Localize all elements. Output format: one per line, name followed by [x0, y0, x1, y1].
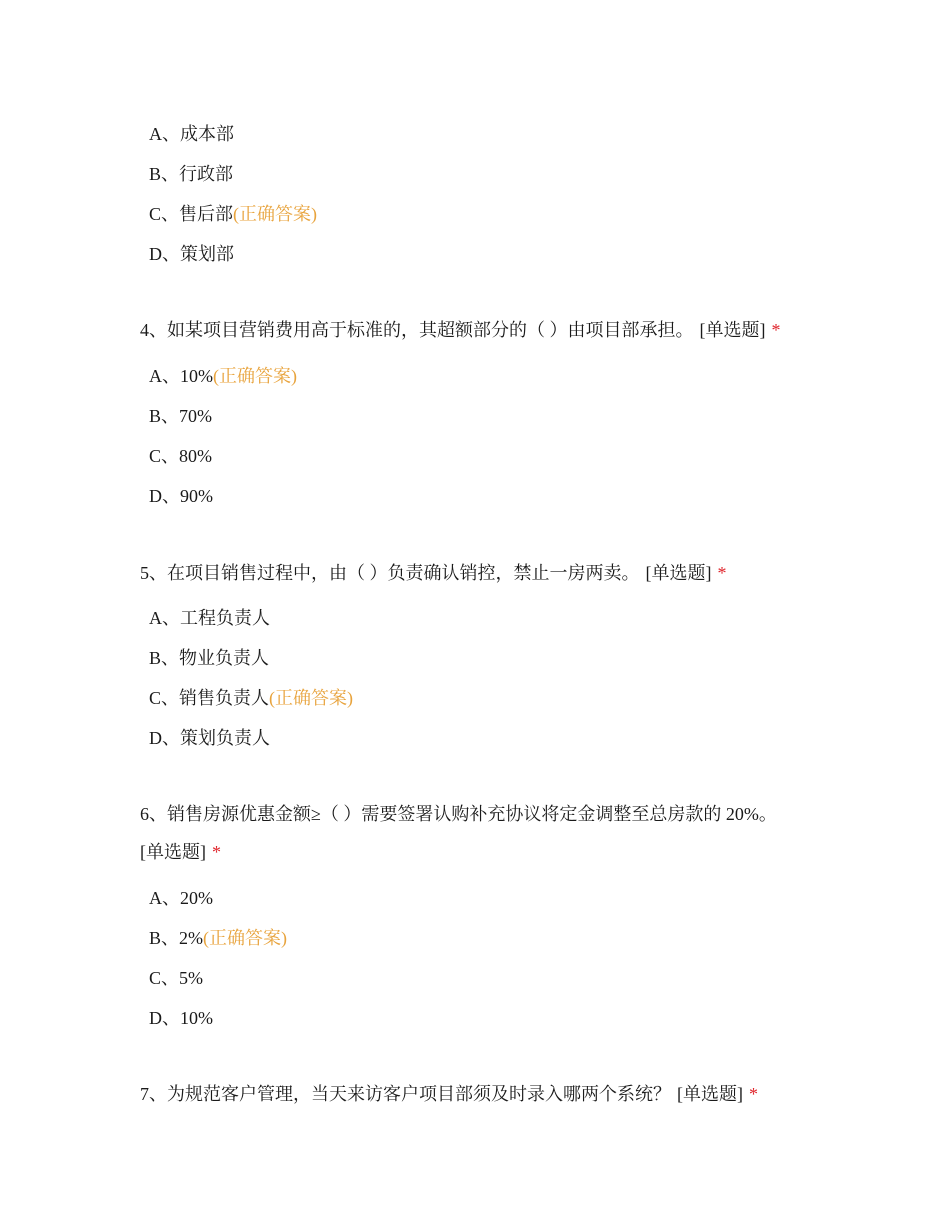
q4-title	[140, 318, 781, 342]
q5-option-b	[149, 646, 269, 670]
option-label: A、10%	[149, 366, 213, 386]
q6-option-a	[149, 886, 213, 910]
q6-title	[140, 802, 777, 826]
q6-option-c	[149, 966, 203, 990]
question-text: 7、为规范客户管理，当天来访客户项目部须及时录入哪两个系统？	[140, 1084, 671, 1104]
option-label: A、成本部	[149, 124, 234, 144]
question-type: [单选题]	[645, 563, 712, 583]
q4-option-d	[149, 484, 213, 508]
q5-option-c	[149, 686, 353, 710]
required-marker: *	[749, 1084, 758, 1104]
correct-answer-marker: (正确答案)	[203, 928, 287, 948]
q5-option-d	[149, 726, 270, 750]
question-text: 6、销售房源优惠金额≥（ ）需要签署认购补充协议将定金调整至总房款的 20%。	[140, 804, 777, 824]
required-marker: *	[771, 320, 781, 340]
option-label: A、工程负责人	[149, 608, 270, 628]
option-label: B、2%	[149, 928, 203, 948]
question-type: [单选题]	[677, 1084, 743, 1104]
q4-option-c	[149, 444, 212, 468]
option-label: D、90%	[149, 486, 213, 506]
question-type: [单选题]	[140, 842, 206, 862]
option-label: C、销售负责人	[149, 688, 270, 708]
option-label: B、行政部	[149, 164, 234, 184]
q3-option-c	[149, 202, 317, 226]
option-label: D、策划部	[149, 244, 234, 264]
required-marker: *	[717, 563, 727, 583]
correct-answer-marker: (正确答案)	[233, 204, 318, 224]
q6-option-b	[149, 926, 287, 950]
required-marker: *	[212, 842, 221, 862]
q5-option-a	[149, 606, 270, 630]
question-text: 4、如某项目营销费用高于标准的，其超额部分的（ ）由项目部承担。	[140, 320, 694, 340]
correct-answer-marker: (正确答案)	[213, 366, 297, 386]
q3-option-d	[149, 242, 234, 266]
option-label: C、5%	[149, 968, 203, 988]
q3-option-b	[149, 162, 233, 186]
correct-answer-marker: (正确答案)	[269, 688, 354, 708]
q4-option-b	[149, 404, 212, 428]
q7-title	[140, 1082, 758, 1106]
option-label: B、物业负责人	[149, 648, 270, 668]
q6-title-continued	[140, 840, 221, 864]
option-label: C、售后部	[149, 204, 234, 224]
option-label: B、70%	[149, 406, 212, 426]
option-label: D、策划负责人	[149, 728, 270, 748]
option-label: D、10%	[149, 1008, 213, 1028]
q3-option-a	[149, 122, 234, 146]
q5-title	[140, 561, 727, 585]
option-label: C、80%	[149, 446, 212, 466]
option-label: A、20%	[149, 888, 213, 908]
question-type: [单选题]	[699, 320, 766, 340]
q4-option-a	[149, 364, 297, 388]
question-text: 5、在项目销售过程中，由（ ）负责确认销控，禁止一房两卖。	[140, 563, 640, 583]
q6-option-d	[149, 1006, 213, 1030]
